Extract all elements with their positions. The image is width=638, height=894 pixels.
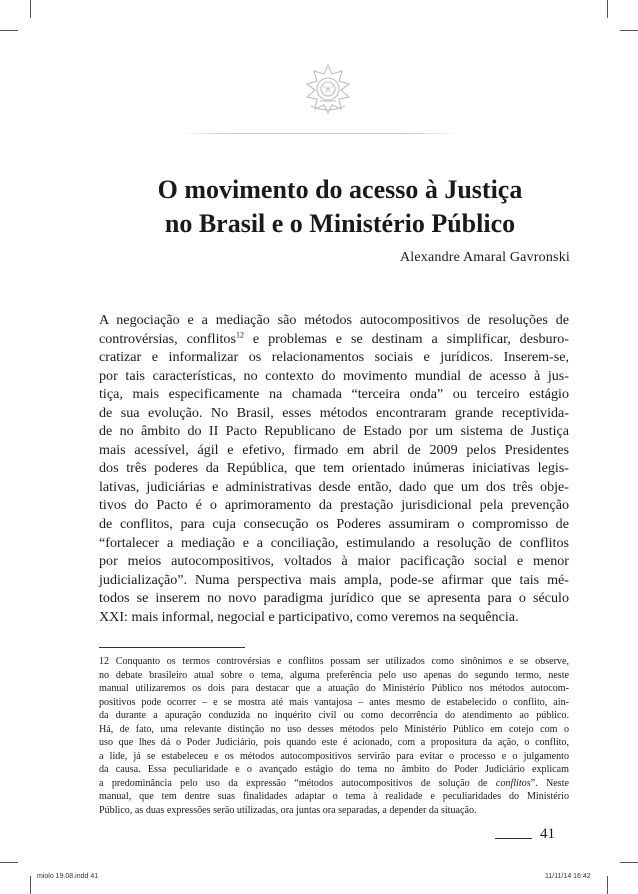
body-line: controvérsias, conflitos$^{12}$ e problemas e se destinam a simplificar, desburo- bbox=[99, 329, 569, 347]
crop-mark bbox=[0, 862, 18, 863]
coat-of-arms-icon bbox=[301, 62, 355, 116]
body-line: lativas, judiciárias e administrativas desde então, dado que um dos três obje- bbox=[99, 478, 569, 495]
crop-mark bbox=[607, 876, 608, 894]
footnote-ref: 12 bbox=[235, 329, 244, 339]
footnote-divider bbox=[99, 647, 245, 648]
page-number: 41 bbox=[540, 826, 555, 842]
body-line: por tais características, no contexto do movimento mundial de acesso à jus- bbox=[99, 367, 569, 384]
body-line: todos se inserem no novo paradigma jurídico que se apresenta para o século bbox=[99, 590, 569, 607]
footnote bbox=[99, 655, 569, 817]
crop-mark bbox=[30, 876, 31, 894]
print-slug-date: 11/11/14 16:42 bbox=[545, 873, 591, 880]
body-line: “fortalecer a mediação e a conciliação, estimulando a resolução de conflitos bbox=[99, 534, 569, 551]
chapter-title-line-1: O movimento do acesso à Justiça bbox=[157, 175, 523, 204]
footnote-line: da durante a apuração conduzida no inquérito civil ou como decorrência do atendimento ao público. bbox=[99, 710, 569, 721]
page-number-rule bbox=[495, 838, 532, 839]
body-line: judicialização”. Numa perspectiva mais ampla, pode-se afirmar que tais mé- bbox=[99, 571, 569, 588]
body-line: A negociação e a mediação são métodos autocompositivos de resoluções de bbox=[99, 312, 569, 328]
footnote-line: da causa. Essa peculiaridade e o avançado estágio do tema no âmbito do Poder Judiciário explicam bbox=[99, 764, 569, 775]
italic-term: conflitos bbox=[495, 777, 531, 789]
body-line: tiça, mais especificamente na chamada “terceira onda” ou terceiro estágio bbox=[99, 386, 569, 403]
body-line: dos três poderes da República, que tem orientado inúmeras iniciativas legis- bbox=[99, 460, 569, 477]
author-name: Alexandre Amaral Gavronski bbox=[399, 250, 570, 265]
footnote-line: uso que lhes dá o Poder Judiciário, pois quando este é acionado, com a propositura da ação, o conflito, bbox=[99, 737, 569, 748]
footnote-line: manual, que tem dentre suas finalidades adaptar o tema à realidade e peculiaridades do Ministério bbox=[99, 791, 569, 802]
footnote-line: 12 Conquanto os termos controvérsias e conflitos possam ser utilizados como sinônimos e se observe, bbox=[99, 656, 569, 667]
footnote-line: a lide, já se estabeleceu e os métodos autocompositivos servirão para evitar o processo e o julgamento bbox=[99, 750, 569, 762]
footnote-line: Há, de fato, uma relevante distinção no uso desses métodos pelo Ministério Público em cotejo com o bbox=[99, 723, 569, 735]
body-line: por meios autocompositivos, voltados à maior pacificação social e menor bbox=[99, 553, 569, 570]
crop-mark bbox=[620, 862, 638, 863]
crop-mark bbox=[607, 0, 608, 18]
footnote-line: manual utilizaremos os dois para destacar que a atuação do Ministério Público nos métodos autocom- bbox=[99, 683, 569, 694]
footnote-line: no debate brasileiro atual sobre o tema, alguma preferência pelo uso apenas do segundo termo, neste bbox=[99, 669, 569, 681]
body-line: tivos do Pacto é o aprimoramento da prestação jurisdicional pela prevenção bbox=[99, 497, 569, 514]
body-line: de no âmbito do II Pacto Republicano de Estado por um sistema de Justiça bbox=[99, 423, 569, 440]
body-line: de conflitos, para cuja consecução os Poderes assumiram o compromisso de bbox=[99, 516, 569, 533]
body-line: mais acessível, ágil e efetivo, firmado em abril de 2009 pelos Presidentes bbox=[99, 441, 569, 458]
footnote-line: Público, as duas expressões serão utilizadas, ora juntas ora separadas, a depender da situação. bbox=[99, 804, 477, 816]
footnote-line: positivos pode ocorrer – e se mostra até mais vantajosa – antes mesmo de estabelecido o conflito, ain- bbox=[99, 696, 569, 708]
chapter-title-line-2: no Brasil e o Ministério Público bbox=[164, 209, 516, 238]
print-slug-file: miolo 19.08.indd 41 bbox=[37, 873, 99, 880]
crop-mark bbox=[0, 30, 18, 31]
crop-mark bbox=[30, 0, 31, 18]
body-line: cratizar e informalizar os relacionamentos sociais e jurídicos. Inserem-se, bbox=[99, 349, 569, 366]
body-line: de sua evolução. No Brasil, esses métodos encontraram grande receptivida- bbox=[99, 404, 569, 421]
body-paragraph bbox=[99, 311, 569, 626]
crop-mark bbox=[620, 30, 638, 31]
body-line: XXI: mais informal, negocial e participativo, como veremos na sequência. bbox=[99, 608, 519, 625]
footnote-line: a predominância pelo uso da expressão “métodos autocompositivos de solução de conflitos”. Neste bbox=[99, 777, 569, 789]
seal-divider bbox=[178, 133, 460, 134]
